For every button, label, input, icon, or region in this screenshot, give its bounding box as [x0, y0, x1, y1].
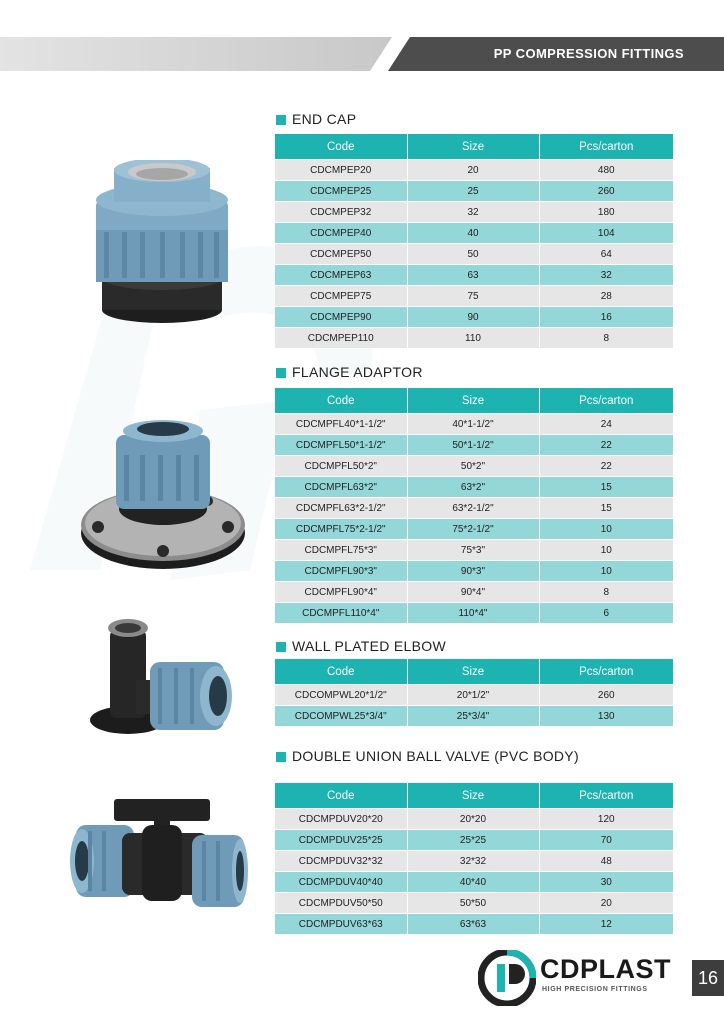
cell-pcs: 28 [539, 286, 673, 307]
cell-pcs: 120 [539, 809, 673, 830]
section-marker [276, 752, 286, 762]
table-header-row [275, 134, 673, 160]
cell-code: CDCMPFL110*4" [275, 603, 407, 624]
cell-code: CDCMPEP50 [275, 244, 407, 265]
cell-size: 20 [407, 160, 539, 181]
cell-code: CDCMPDUV25*25 [275, 830, 407, 851]
section-title-text: FLANGE ADAPTOR [292, 364, 423, 380]
cell-code: CDCMPEP110 [275, 328, 407, 349]
section-title-text: END CAP [292, 111, 357, 127]
table-row [275, 160, 673, 181]
cell-code: CDCMPEP90 [275, 307, 407, 328]
ball-valve-image [68, 795, 248, 920]
column-header-pcs: Pcs/carton [539, 783, 673, 809]
section-marker [276, 642, 286, 652]
header-grey-band [0, 37, 392, 71]
table-row [275, 181, 673, 202]
brand-name: CDPLAST [540, 954, 671, 984]
cell-pcs: 24 [539, 414, 673, 435]
cell-code: CDCOMPWL25*3/4" [275, 706, 407, 727]
cell-code: CDCMPFL50*2" [275, 456, 407, 477]
cell-pcs: 8 [539, 582, 673, 603]
cell-size: 90*3" [407, 561, 539, 582]
table-row [275, 414, 673, 435]
wall-plated-elbow-image [88, 612, 238, 742]
page-number: 16 [692, 960, 724, 996]
cell-size: 50*50 [407, 893, 539, 914]
column-header-pcs: Pcs/carton [539, 388, 673, 414]
column-header-code: Code [275, 388, 407, 414]
cell-size: 25*25 [407, 830, 539, 851]
ball-valve-table [275, 783, 673, 934]
cell-size: 90 [407, 307, 539, 328]
section-marker [276, 115, 286, 125]
table-row [275, 202, 673, 223]
cell-code: CDCMPFL75*3" [275, 540, 407, 561]
brand-logo [478, 950, 678, 1006]
cell-code: CDCMPFL50*1-1/2" [275, 435, 407, 456]
section-marker [276, 368, 286, 378]
column-header-code: Code [275, 659, 407, 685]
table-row [275, 435, 673, 456]
cell-pcs: 8 [539, 328, 673, 349]
cell-pcs: 20 [539, 893, 673, 914]
table-row [275, 519, 673, 540]
cell-code: CDCMPDUV40*40 [275, 872, 407, 893]
cell-pcs: 10 [539, 519, 673, 540]
cell-size: 50*1-1/2" [407, 435, 539, 456]
column-header-pcs: Pcs/carton [539, 134, 673, 160]
cell-pcs: 10 [539, 561, 673, 582]
cell-size: 32*32 [407, 851, 539, 872]
cell-size: 25 [407, 181, 539, 202]
cell-size: 63*2-1/2" [407, 498, 539, 519]
cell-code: CDCMPFL90*3" [275, 561, 407, 582]
cell-pcs: 15 [539, 498, 673, 519]
cell-size: 40*40 [407, 872, 539, 893]
cell-size: 32 [407, 202, 539, 223]
cell-code: CDCMPFL90*4" [275, 582, 407, 603]
cell-size: 75*2-1/2" [407, 519, 539, 540]
cell-pcs: 180 [539, 202, 673, 223]
cell-size: 75 [407, 286, 539, 307]
table-row [275, 582, 673, 603]
end-cap-table [275, 134, 673, 348]
logo-mark-icon [478, 950, 536, 1006]
table-row [275, 706, 673, 727]
table-row [275, 851, 673, 872]
table-header-row [275, 659, 673, 685]
table-row [275, 914, 673, 935]
cell-size: 20*1/2" [407, 685, 539, 706]
column-header-size: Size [407, 388, 539, 414]
column-header-size: Size [407, 783, 539, 809]
table-row [275, 561, 673, 582]
cell-size: 50 [407, 244, 539, 265]
brand-tagline: HIGH PRECISION FITTINGS [542, 986, 648, 993]
cell-size: 50*2" [407, 456, 539, 477]
table-row [275, 286, 673, 307]
wall-plated-elbow-table [275, 659, 673, 726]
cell-pcs: 70 [539, 830, 673, 851]
cell-code: CDCMPDUV20*20 [275, 809, 407, 830]
table-row [275, 307, 673, 328]
cell-pcs: 22 [539, 435, 673, 456]
cell-pcs: 48 [539, 851, 673, 872]
cell-pcs: 32 [539, 265, 673, 286]
cell-pcs: 104 [539, 223, 673, 244]
table-row [275, 830, 673, 851]
cell-size: 63*63 [407, 914, 539, 935]
cell-size: 40 [407, 223, 539, 244]
table-row [275, 809, 673, 830]
section-title-text: DOUBLE UNION BALL VALVE (PVC BODY) [292, 748, 579, 764]
end-cap-image [92, 160, 232, 330]
cell-code: CDCMPEP63 [275, 265, 407, 286]
section-title-end-cap [276, 110, 356, 128]
cell-pcs: 12 [539, 914, 673, 935]
cell-code: CDCMPDUV63*63 [275, 914, 407, 935]
cell-size: 63 [407, 265, 539, 286]
cell-size: 110 [407, 328, 539, 349]
cell-code: CDCMPEP25 [275, 181, 407, 202]
table-row [275, 540, 673, 561]
cell-code: CDCMPEP20 [275, 160, 407, 181]
cell-pcs: 480 [539, 160, 673, 181]
cell-size: 63*2" [407, 477, 539, 498]
table-row [275, 328, 673, 349]
column-header-pcs: Pcs/carton [539, 659, 673, 685]
table-header-row [275, 783, 673, 809]
table-row [275, 223, 673, 244]
table-row [275, 603, 673, 624]
cell-code: CDCMPFL75*2-1/2" [275, 519, 407, 540]
table-header-row [275, 388, 673, 414]
cell-code: CDCMPFL63*2" [275, 477, 407, 498]
column-header-size: Size [407, 659, 539, 685]
cell-code: CDCMPEP75 [275, 286, 407, 307]
cell-pcs: 260 [539, 181, 673, 202]
column-header-code: Code [275, 134, 407, 160]
cell-size: 25*3/4" [407, 706, 539, 727]
cell-code: CDCOMPWL20*1/2" [275, 685, 407, 706]
cell-size: 20*20 [407, 809, 539, 830]
section-title-ball-valve [276, 747, 579, 765]
table-row [275, 685, 673, 706]
cell-pcs: 30 [539, 872, 673, 893]
cell-pcs: 10 [539, 540, 673, 561]
cell-code: CDCMPEP40 [275, 223, 407, 244]
flange-adaptor-table [275, 388, 673, 623]
cell-code: CDCMPDUV50*50 [275, 893, 407, 914]
cell-size: 75*3" [407, 540, 539, 561]
section-title-wall-plated-elbow [276, 637, 446, 655]
table-row [275, 872, 673, 893]
cell-pcs: 22 [539, 456, 673, 477]
cell-pcs: 6 [539, 603, 673, 624]
column-header-size: Size [407, 134, 539, 160]
cell-pcs: 260 [539, 685, 673, 706]
cell-size: 40*1-1/2" [407, 414, 539, 435]
table-row [275, 477, 673, 498]
section-title-flange-adaptor [276, 363, 423, 381]
cell-code: CDCMPEP32 [275, 202, 407, 223]
cell-size: 90*4" [407, 582, 539, 603]
table-row [275, 265, 673, 286]
cell-pcs: 15 [539, 477, 673, 498]
cell-size: 110*4" [407, 603, 539, 624]
table-row [275, 893, 673, 914]
cell-code: CDCMPFL63*2-1/2" [275, 498, 407, 519]
cell-code: CDCMPFL40*1-1/2" [275, 414, 407, 435]
column-header-code: Code [275, 783, 407, 809]
cell-pcs: 16 [539, 307, 673, 328]
cell-pcs: 130 [539, 706, 673, 727]
table-row [275, 456, 673, 477]
cell-code: CDCMPDUV32*32 [275, 851, 407, 872]
page-title: PP COMPRESSION FITTINGS [493, 46, 684, 61]
cell-pcs: 64 [539, 244, 673, 265]
table-row [275, 244, 673, 265]
table-row [275, 498, 673, 519]
section-title-text: WALL PLATED ELBOW [292, 638, 446, 654]
flange-adaptor-image [78, 405, 248, 575]
